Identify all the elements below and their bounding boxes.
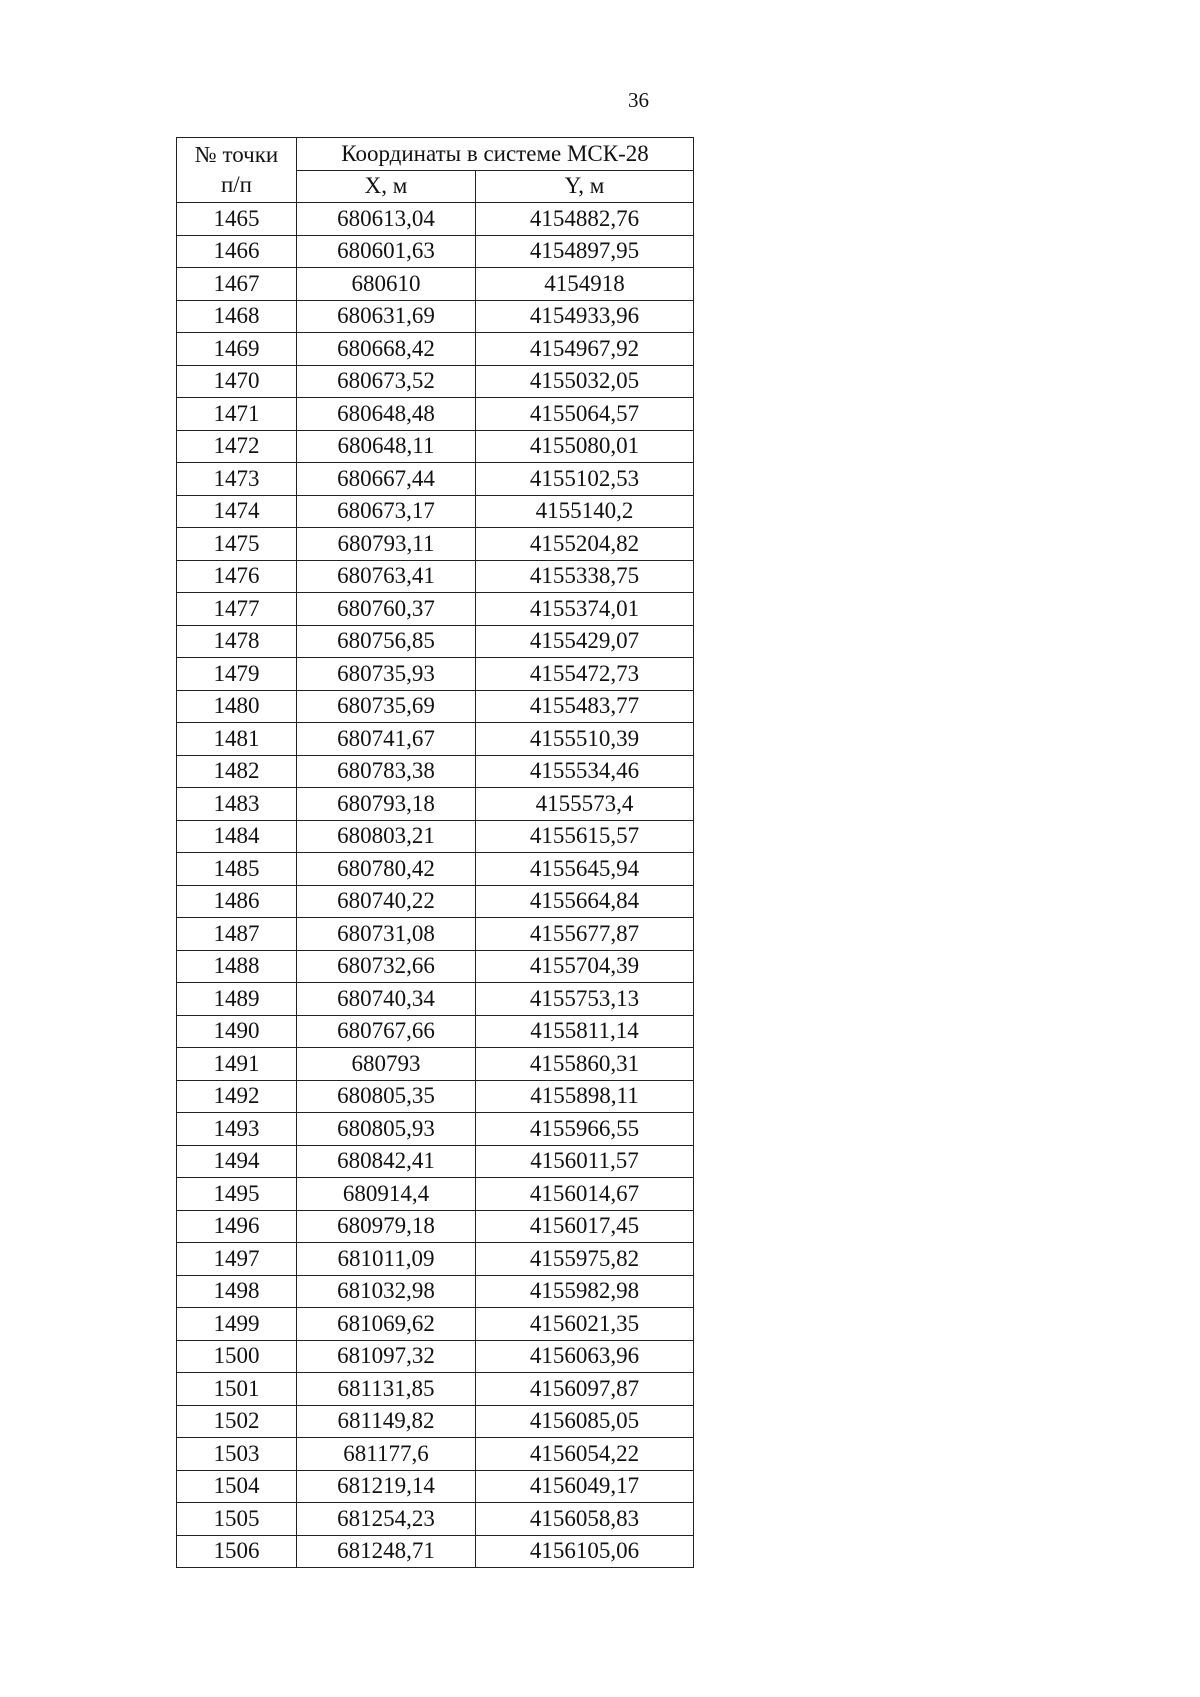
header-x: X, м xyxy=(297,170,476,203)
cell-y: 4155338,75 xyxy=(476,560,694,593)
cell-y: 4156014,67 xyxy=(476,1178,694,1211)
cell-x: 681149,82 xyxy=(297,1405,476,1438)
cell-x: 680805,35 xyxy=(297,1080,476,1113)
cell-point-number: 1484 xyxy=(177,820,297,853)
table-row xyxy=(177,398,694,431)
cell-y: 4155982,98 xyxy=(476,1275,694,1308)
cell-x: 680631,69 xyxy=(297,300,476,333)
table-row xyxy=(177,1113,694,1146)
cell-point-number: 1478 xyxy=(177,625,297,658)
cell-x: 680667,44 xyxy=(297,463,476,496)
cell-x: 680783,38 xyxy=(297,755,476,788)
cell-point-number: 1496 xyxy=(177,1210,297,1243)
cell-x: 680673,17 xyxy=(297,495,476,528)
table-row xyxy=(177,300,694,333)
cell-point-number: 1471 xyxy=(177,398,297,431)
cell-y: 4155429,07 xyxy=(476,625,694,658)
cell-point-number: 1469 xyxy=(177,333,297,366)
table-row xyxy=(177,1340,694,1373)
cell-y: 4155677,87 xyxy=(476,918,694,951)
table-row xyxy=(177,1373,694,1406)
cell-y: 4154897,95 xyxy=(476,235,694,268)
table-row xyxy=(177,1048,694,1081)
cell-point-number: 1467 xyxy=(177,268,297,301)
cell-x: 680803,21 xyxy=(297,820,476,853)
table-row xyxy=(177,1145,694,1178)
cell-x: 680610 xyxy=(297,268,476,301)
cell-x: 680914,4 xyxy=(297,1178,476,1211)
cell-x: 680793 xyxy=(297,1048,476,1081)
table-row xyxy=(177,1210,694,1243)
header-point-line1: № точки xyxy=(194,142,279,167)
cell-point-number: 1502 xyxy=(177,1405,297,1438)
cell-x: 680842,41 xyxy=(297,1145,476,1178)
table-row xyxy=(177,1438,694,1471)
cell-x: 680805,93 xyxy=(297,1113,476,1146)
cell-point-number: 1505 xyxy=(177,1503,297,1536)
cell-y: 4155032,05 xyxy=(476,365,694,398)
cell-y: 4156011,57 xyxy=(476,1145,694,1178)
cell-x: 680732,66 xyxy=(297,950,476,983)
cell-y: 4155064,57 xyxy=(476,398,694,431)
cell-x: 681219,14 xyxy=(297,1470,476,1503)
table-row xyxy=(177,430,694,463)
table-row xyxy=(177,1243,694,1276)
cell-x: 680735,69 xyxy=(297,690,476,723)
cell-x: 680780,42 xyxy=(297,853,476,886)
cell-point-number: 1477 xyxy=(177,593,297,626)
cell-x: 680767,66 xyxy=(297,1015,476,1048)
cell-y: 4155080,01 xyxy=(476,430,694,463)
cell-point-number: 1465 xyxy=(177,203,297,236)
cell-point-number: 1481 xyxy=(177,723,297,756)
cell-y: 4156097,87 xyxy=(476,1373,694,1406)
cell-y: 4154967,92 xyxy=(476,333,694,366)
cell-y: 4156049,17 xyxy=(476,1470,694,1503)
cell-point-number: 1476 xyxy=(177,560,297,593)
cell-point-number: 1490 xyxy=(177,1015,297,1048)
cell-y: 4155102,53 xyxy=(476,463,694,496)
header-coords-title: Координаты в системе МСК-28 xyxy=(297,138,694,171)
table-row xyxy=(177,983,694,1016)
cell-x: 680741,67 xyxy=(297,723,476,756)
table-row xyxy=(177,950,694,983)
cell-y: 4155898,11 xyxy=(476,1080,694,1113)
cell-x: 680735,93 xyxy=(297,658,476,691)
table-row xyxy=(177,885,694,918)
cell-x: 680648,48 xyxy=(297,398,476,431)
cell-x: 680793,18 xyxy=(297,788,476,821)
cell-point-number: 1492 xyxy=(177,1080,297,1113)
table-row xyxy=(177,690,694,723)
cell-x: 680673,52 xyxy=(297,365,476,398)
cell-point-number: 1487 xyxy=(177,918,297,951)
cell-y: 4156085,05 xyxy=(476,1405,694,1438)
cell-point-number: 1479 xyxy=(177,658,297,691)
cell-y: 4156105,06 xyxy=(476,1535,694,1568)
table-row xyxy=(177,333,694,366)
table-row xyxy=(177,268,694,301)
cell-point-number: 1475 xyxy=(177,528,297,561)
cell-point-number: 1470 xyxy=(177,365,297,398)
cell-y: 4154882,76 xyxy=(476,203,694,236)
table-row xyxy=(177,723,694,756)
cell-y: 4156021,35 xyxy=(476,1308,694,1341)
header-point-line2: п/п xyxy=(220,172,252,197)
table-row xyxy=(177,463,694,496)
cell-point-number: 1472 xyxy=(177,430,297,463)
cell-point-number: 1493 xyxy=(177,1113,297,1146)
page-number: 36 xyxy=(628,88,649,112)
table-row xyxy=(177,1178,694,1211)
cell-y: 4155204,82 xyxy=(476,528,694,561)
cell-x: 681097,32 xyxy=(297,1340,476,1373)
table-row xyxy=(177,528,694,561)
table-row xyxy=(177,235,694,268)
table-row xyxy=(177,788,694,821)
cell-point-number: 1504 xyxy=(177,1470,297,1503)
cell-x: 680601,63 xyxy=(297,235,476,268)
cell-point-number: 1495 xyxy=(177,1178,297,1211)
table-row xyxy=(177,1080,694,1113)
cell-y: 4155140,2 xyxy=(476,495,694,528)
cell-y: 4156054,22 xyxy=(476,1438,694,1471)
table-row xyxy=(177,658,694,691)
cell-x: 680740,22 xyxy=(297,885,476,918)
cell-y: 4154933,96 xyxy=(476,300,694,333)
table-row xyxy=(177,755,694,788)
cell-x: 681254,23 xyxy=(297,1503,476,1536)
cell-y: 4155811,14 xyxy=(476,1015,694,1048)
cell-x: 681177,6 xyxy=(297,1438,476,1471)
cell-point-number: 1501 xyxy=(177,1373,297,1406)
cell-x: 680613,04 xyxy=(297,203,476,236)
cell-x: 680756,85 xyxy=(297,625,476,658)
cell-x: 681032,98 xyxy=(297,1275,476,1308)
table-row xyxy=(177,820,694,853)
header-y: Y, м xyxy=(476,170,694,203)
cell-point-number: 1497 xyxy=(177,1243,297,1276)
cell-point-number: 1485 xyxy=(177,853,297,886)
cell-point-number: 1506 xyxy=(177,1535,297,1568)
table-row xyxy=(177,853,694,886)
cell-x: 680793,11 xyxy=(297,528,476,561)
coordinates-table xyxy=(176,137,694,1568)
cell-x: 681248,71 xyxy=(297,1535,476,1568)
table-row xyxy=(177,1405,694,1438)
cell-point-number: 1482 xyxy=(177,755,297,788)
table-row xyxy=(177,1275,694,1308)
cell-point-number: 1488 xyxy=(177,950,297,983)
cell-point-number: 1468 xyxy=(177,300,297,333)
cell-y: 4155975,82 xyxy=(476,1243,694,1276)
cell-point-number: 1500 xyxy=(177,1340,297,1373)
table-row xyxy=(177,560,694,593)
table-row xyxy=(177,1535,694,1568)
table-header xyxy=(177,138,694,203)
cell-y: 4155483,77 xyxy=(476,690,694,723)
cell-y: 4155966,55 xyxy=(476,1113,694,1146)
cell-y: 4155664,84 xyxy=(476,885,694,918)
cell-x: 680979,18 xyxy=(297,1210,476,1243)
cell-x: 680763,41 xyxy=(297,560,476,593)
cell-y: 4155510,39 xyxy=(476,723,694,756)
cell-point-number: 1483 xyxy=(177,788,297,821)
cell-y: 4155753,13 xyxy=(476,983,694,1016)
cell-point-number: 1466 xyxy=(177,235,297,268)
table-body xyxy=(177,203,694,1568)
cell-x: 681011,09 xyxy=(297,1243,476,1276)
table-row xyxy=(177,625,694,658)
cell-point-number: 1474 xyxy=(177,495,297,528)
cell-x: 680648,11 xyxy=(297,430,476,463)
cell-point-number: 1494 xyxy=(177,1145,297,1178)
cell-y: 4155615,57 xyxy=(476,820,694,853)
cell-point-number: 1473 xyxy=(177,463,297,496)
cell-x: 681131,85 xyxy=(297,1373,476,1406)
table-row xyxy=(177,203,694,236)
table-row xyxy=(177,918,694,951)
cell-y: 4155472,73 xyxy=(476,658,694,691)
cell-point-number: 1491 xyxy=(177,1048,297,1081)
table-row xyxy=(177,1503,694,1536)
cell-x: 680668,42 xyxy=(297,333,476,366)
table-row xyxy=(177,1308,694,1341)
cell-y: 4155534,46 xyxy=(476,755,694,788)
cell-point-number: 1499 xyxy=(177,1308,297,1341)
cell-point-number: 1480 xyxy=(177,690,297,723)
cell-y: 4155704,39 xyxy=(476,950,694,983)
cell-point-number: 1498 xyxy=(177,1275,297,1308)
header-point-number xyxy=(177,138,297,203)
cell-x: 680731,08 xyxy=(297,918,476,951)
cell-point-number: 1486 xyxy=(177,885,297,918)
cell-x: 680760,37 xyxy=(297,593,476,626)
cell-point-number: 1503 xyxy=(177,1438,297,1471)
table-row xyxy=(177,1470,694,1503)
cell-x: 681069,62 xyxy=(297,1308,476,1341)
cell-y: 4155573,4 xyxy=(476,788,694,821)
table-row xyxy=(177,365,694,398)
table-row xyxy=(177,593,694,626)
cell-y: 4155860,31 xyxy=(476,1048,694,1081)
cell-y: 4156063,96 xyxy=(476,1340,694,1373)
cell-point-number: 1489 xyxy=(177,983,297,1016)
cell-y: 4154918 xyxy=(476,268,694,301)
cell-y: 4155645,94 xyxy=(476,853,694,886)
cell-y: 4155374,01 xyxy=(476,593,694,626)
cell-y: 4156017,45 xyxy=(476,1210,694,1243)
cell-x: 680740,34 xyxy=(297,983,476,1016)
table-row xyxy=(177,495,694,528)
table-row xyxy=(177,1015,694,1048)
cell-y: 4156058,83 xyxy=(476,1503,694,1536)
